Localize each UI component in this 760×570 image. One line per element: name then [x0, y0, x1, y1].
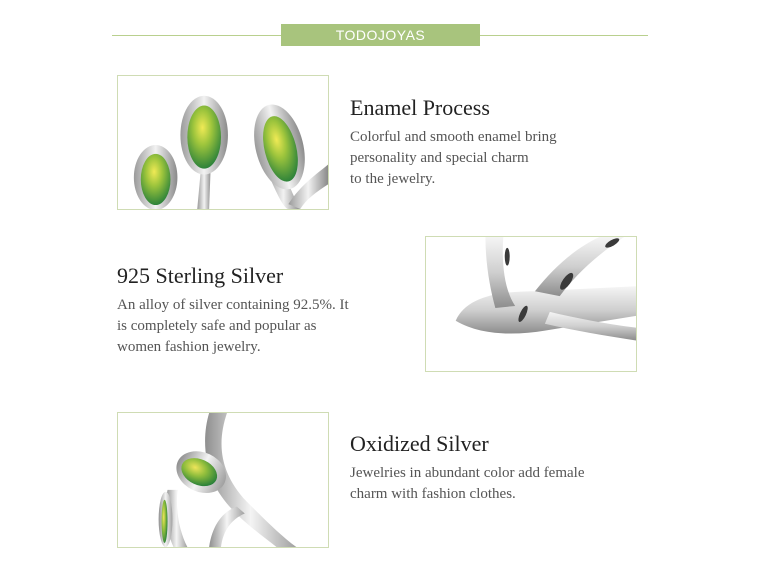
header-rule-right — [480, 35, 648, 36]
feature-desc-oxidized: Jewelries in abundant color add female charm with fashion clothes. — [350, 465, 585, 502]
feature-desc-silver: An alloy of silver containing 92.5%. It is completely safe and popular as women fashion jewelry. — [117, 297, 349, 355]
silver-branch-photo — [425, 236, 637, 372]
header-rule-left — [112, 35, 281, 36]
feature-desc-enamel: Colorful and smooth enamel bring personality and special charm to the jewelry. — [350, 129, 557, 187]
enamel-leaves-photo — [117, 75, 329, 210]
feature-title-oxidized: Oxidized Silver — [350, 431, 489, 456]
oxidized-ring-photo — [117, 412, 329, 548]
feature-title-silver: 925 Sterling Silver — [117, 263, 284, 288]
feature-title-enamel: Enamel Process — [350, 95, 490, 120]
brand-banner: TODOJOYAS — [281, 24, 480, 46]
